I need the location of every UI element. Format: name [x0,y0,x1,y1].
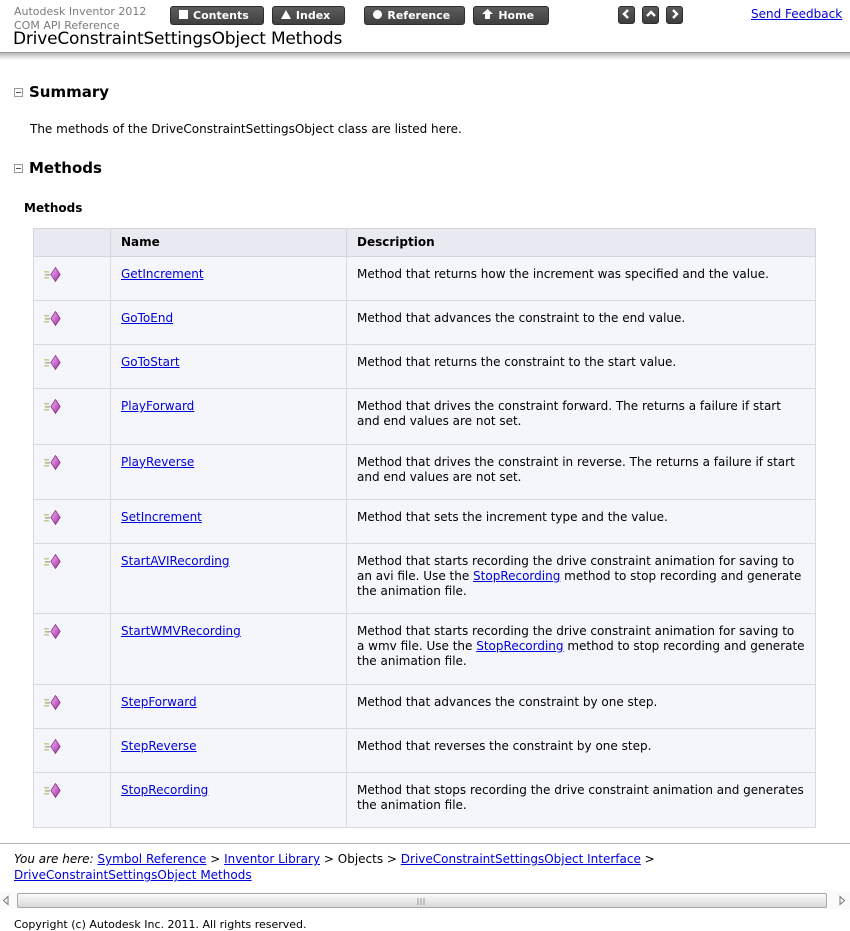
product-line2: COM API Reference [14,18,120,32]
home-button[interactable] [473,6,549,25]
scrollbar-grip [418,898,427,905]
method-link[interactable]: PlayReverse [121,454,195,469]
method-icon-cell [34,389,111,444]
method-description-cell: Method that advances the constraint to the end value. [347,301,816,345]
page-title: DriveConstraintSettingsObject Methods [13,29,343,49]
description-column-header: Description [347,229,816,257]
table-row [34,543,816,613]
method-icon [44,459,61,473]
breadcrumb-link[interactable]: Symbol Reference [97,851,207,866]
method-icon-cell [34,257,111,301]
table-row [34,444,816,499]
scrollbar-thumb[interactable] [17,893,827,908]
index-icon [281,9,291,22]
table-row [34,772,816,827]
index-button[interactable] [272,6,345,25]
method-icon-cell [34,614,111,684]
breadcrumb-separator: > [320,851,338,866]
method-name-cell [111,301,347,345]
method-link[interactable]: GetIncrement [121,267,204,281]
method-link[interactable]: GoToEnd [121,311,174,326]
methods-table-label: Methods [24,201,83,215]
method-icon-cell [34,499,111,543]
method-name-cell [111,499,347,543]
name-column-header: Name [111,229,347,257]
method-link[interactable]: StartWMVRecording [121,624,241,639]
table-row [34,728,816,772]
contents-button-label: Contents [193,8,249,22]
method-icon [44,315,61,329]
chevron-right-icon [669,5,680,24]
method-name-cell [111,389,347,444]
method-description-cell: Method that advances the constraint by one step. [347,684,816,728]
home-icon [482,9,493,22]
horizontal-scrollbar[interactable] [0,892,850,909]
header-divider [0,52,850,60]
method-icon-cell [34,444,111,499]
table-row [34,389,816,444]
method-icon [44,628,61,642]
summary-text: The methods of the DriveConstraintSettingsObject class are listed here. [30,122,462,136]
method-link[interactable]: PlayForward [121,399,195,414]
method-name-cell [111,728,347,772]
method-icon-cell [34,772,111,827]
method-description-cell: Method that drives the constraint in reverse. The returns a failure if start and end values are not set. [347,444,816,499]
method-name-cell [111,684,347,728]
method-name-cell [111,345,347,389]
breadcrumb-link[interactable]: DriveConstraintSettingsObject Interface [400,851,641,866]
index-button-label: Index [295,8,331,22]
method-icon-cell [34,684,111,728]
method-icon-cell [34,728,111,772]
method-link[interactable]: StepForward [121,694,197,709]
breadcrumb-link[interactable]: DriveConstraintSettingsObject Methods [14,868,252,883]
page-header [0,0,850,52]
contents-button[interactable] [170,6,264,25]
method-description-cell: Method that returns how the increment was specified and the value. [347,257,816,301]
methods-table [33,228,816,828]
contents-icon [179,9,188,22]
method-icon [44,271,61,285]
method-icon [44,699,61,713]
previous-topic-button[interactable] [618,6,635,24]
table-row [34,257,816,301]
table-row [34,345,816,389]
breadcrumb-prefix: You are here: [14,851,98,866]
method-description-cell: Method that starts recording the drive constraint animation for saving to a wmv file. Use the StopRecording method to stop recording and generate the animation file. [347,614,816,684]
scroll-left-arrow-icon[interactable] [3,895,11,906]
chevron-left-icon [621,5,632,24]
up-topic-button[interactable] [642,6,659,24]
method-icon [44,558,61,572]
method-description-cell: Method that returns the constraint to the start value. [347,345,816,389]
method-name-cell [111,543,347,613]
reference-icon [373,9,382,22]
summary-collapse-icon[interactable] [14,88,23,97]
chevron-up-icon [645,5,657,24]
method-description-cell: Method that drives the constraint forward. The returns a failure if start and end values are not set. [347,389,816,444]
breadcrumb-link[interactable]: Inventor Library [224,851,321,866]
inline-method-link[interactable]: StopRecording [476,639,564,654]
breadcrumb-top-rule [0,843,850,844]
method-link[interactable]: SetIncrement [121,509,202,524]
method-icon-cell [34,345,111,389]
method-name-cell [111,614,347,684]
methods-heading: Methods [29,159,102,177]
method-icon-cell [34,301,111,345]
method-link[interactable]: StepReverse [121,738,197,753]
method-link[interactable]: GoToStart [121,355,180,370]
table-row [34,684,816,728]
inline-method-link[interactable]: StopRecording [473,568,561,583]
home-button-label: Home [498,8,535,22]
table-row [34,614,816,684]
table-row [34,301,816,345]
method-name-cell [111,772,347,827]
method-link[interactable]: StopRecording [121,782,209,797]
breadcrumb-separator: > [206,851,225,866]
table-header-row [34,229,816,257]
breadcrumb-separator: > [640,851,655,866]
method-link[interactable]: StartAVIRecording [121,553,230,568]
next-topic-button[interactable] [666,6,683,24]
method-icon [44,403,61,417]
method-description-cell: Method that stops recording the drive constraint animation and generates the animation file. [347,772,816,827]
summary-section-header [14,83,850,101]
summary-heading: Summary [29,83,110,101]
methods-section-header [14,159,850,177]
method-icon [44,359,61,373]
product-line1: Autodesk Inventor 2012 [14,5,147,18]
breadcrumb-item: Objects [337,851,384,866]
breadcrumb [14,851,836,883]
method-name-cell [111,444,347,499]
method-description-cell: Method that starts recording the drive constraint animation for saving to an avi file. Use the StopRecording method to stop recording and generate the animation file. [347,543,816,613]
reference-button-label: Reference [387,8,451,22]
topic-nav-arrows [618,5,685,24]
method-icon-cell [34,543,111,613]
method-name-cell [111,257,347,301]
methods-collapse-icon[interactable] [14,164,23,173]
method-icon [44,787,61,801]
method-description-cell: Method that reverses the constraint by one step. [347,728,816,772]
copyright-text: Copyright (c) Autodesk Inc. 2011. All rights reserved. [14,918,307,931]
method-description-cell: Method that sets the increment type and the value. [347,499,816,543]
table-row [34,499,816,543]
method-icon [44,514,61,528]
send-feedback-link[interactable]: Send Feedback [751,7,843,21]
nav-button-bar [170,6,552,25]
icon-column-header [34,229,111,257]
method-icon [44,743,61,757]
breadcrumb-separator: > [383,851,401,866]
reference-button[interactable] [364,6,465,25]
scroll-right-arrow-icon[interactable] [839,895,847,906]
